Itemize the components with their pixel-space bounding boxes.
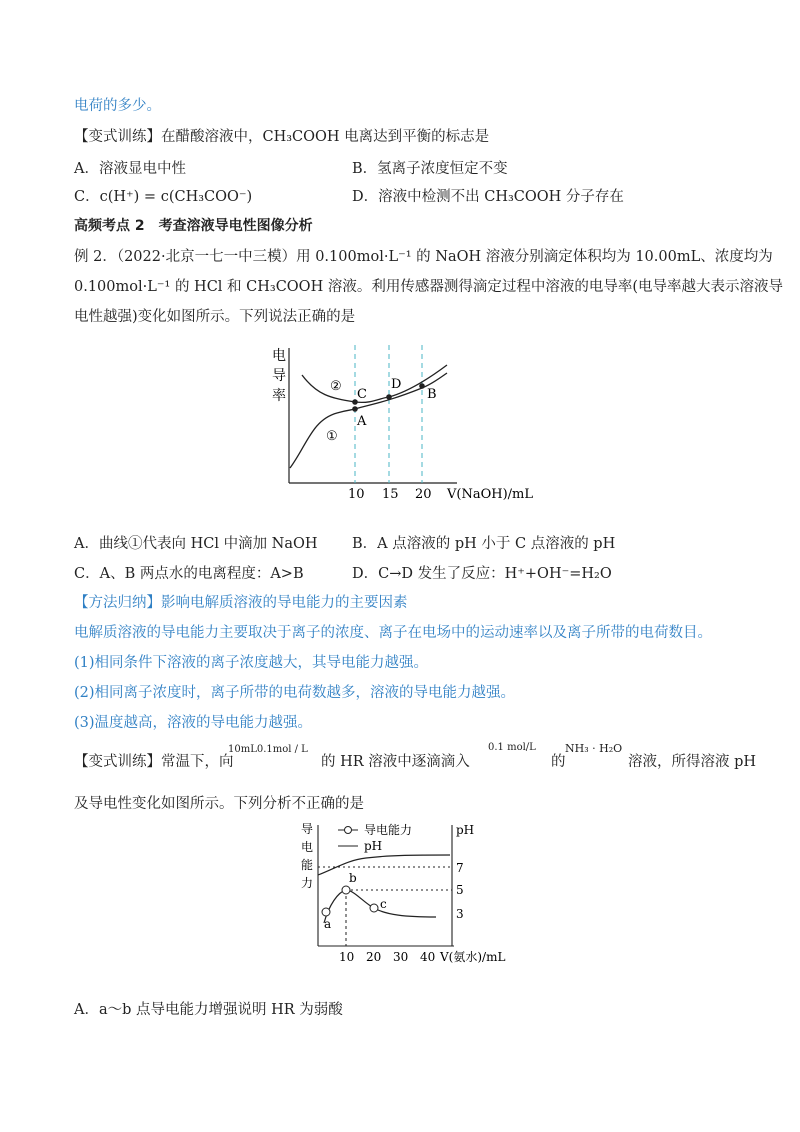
text-line: 【变式训练】常温下，向 xyxy=(74,754,234,770)
point-a xyxy=(322,908,330,916)
legend-conductivity-marker xyxy=(345,827,352,834)
x-tick: 20 xyxy=(366,950,382,964)
text-line: 的 HR 溶液中逐滴滴入 xyxy=(321,754,470,770)
label-c: C xyxy=(357,387,367,402)
concentration-label: 10mL0.1mol / L xyxy=(228,744,308,755)
svg-text:能: 能 xyxy=(301,858,314,872)
option-c: C．A、B 两点水的电离程度：A>B xyxy=(74,566,304,582)
text-line: 【变式训练】在醋酸溶液中，CH₃COOH 电离达到平衡的标志是 xyxy=(74,129,490,145)
label-a: a xyxy=(324,917,332,931)
ph-conductivity-chart xyxy=(296,820,516,966)
text-line: 例 2．（2022·北京一七一中三模）用 0.100mol·L⁻¹ 的 NaOH 溶液分别滴定体积均为 10.00mL、浓度均为 xyxy=(74,249,773,265)
point-b xyxy=(342,886,350,894)
label-a: A xyxy=(357,414,367,429)
option-d: D．C→D 发生了反应：H⁺+OH⁻=H₂O xyxy=(352,566,612,582)
x-axis-label: V(NaOH)/mL xyxy=(447,487,533,502)
method-title: 【方法归纳】影响电解质溶液的导电能力的主要因素 xyxy=(74,595,408,611)
right-y-label: pH xyxy=(456,823,475,837)
text-line: 溶液，所得溶液 pH xyxy=(628,754,757,770)
text-line: 电性越强)变化如图所示。下列说法正确的是 xyxy=(74,309,356,325)
svg-text:力: 力 xyxy=(301,876,314,890)
point-a xyxy=(352,406,358,412)
legend-ph: pH xyxy=(364,839,383,853)
curve-1-label: ① xyxy=(326,429,338,444)
option-c: C．c(H⁺) = c(CH₃COO⁻) xyxy=(74,189,253,205)
text-line: 的 xyxy=(551,754,566,770)
option-a: A．曲线①代表向 HCl 中滴加 NaOH xyxy=(74,536,318,552)
method-text: 电解质溶液的导电能力主要取决于离子的浓度、离子在电场中的运动速率以及离子所带的电荷数目。 xyxy=(74,625,712,641)
label-b: B xyxy=(427,387,437,402)
left-y-label xyxy=(301,822,313,890)
y-tick: 5 xyxy=(456,883,464,897)
x-tick: 20 xyxy=(415,487,432,502)
method-point: (2)相同离子浓度时，离子所带的电荷数越多，溶液的导电能力越强。 xyxy=(74,685,516,701)
legend-conductivity: 导电能力 xyxy=(364,823,413,837)
option-b: B．A 点溶液的 pH 小于 C 点溶液的 pH xyxy=(352,536,616,552)
text-line: 电荷的多少。 xyxy=(74,98,161,114)
y-tick: 7 xyxy=(456,861,464,875)
svg-text:导: 导 xyxy=(301,822,314,836)
x-tick: 10 xyxy=(348,487,365,502)
point-d xyxy=(386,394,392,400)
text-line: 0.100mol·L⁻¹ 的 HCl 和 CH₃COOH 溶液。利用传感器测得滴定过程中溶液的电导率(电导率越大表示溶液导 xyxy=(74,279,783,295)
y-axis-label xyxy=(272,347,286,404)
svg-text:电: 电 xyxy=(272,348,286,364)
method-point: (1)相同条件下溶液的离子浓度越大，其导电能力越强。 xyxy=(74,655,429,671)
x-tick: 40 xyxy=(420,950,436,964)
option-b: B．氢离子浓度恒定不变 xyxy=(352,161,508,177)
svg-text:率: 率 xyxy=(272,388,286,404)
label-b: b xyxy=(349,871,357,885)
section-heading: 高频考点 2 考查溶液导电性图像分析 xyxy=(74,218,313,234)
label-c: c xyxy=(380,897,387,911)
option-d: D．溶液中检测不出 CH₃COOH 分子存在 xyxy=(352,189,624,205)
method-point: (3)温度越高，溶液的导电能力越强。 xyxy=(74,715,313,731)
ph-curve xyxy=(318,855,450,875)
text-line: 及导电性变化如图所示。下列分析不正确的是 xyxy=(74,796,364,812)
point-c xyxy=(370,904,378,912)
label-d: D xyxy=(391,377,402,392)
x-tick: 15 xyxy=(382,487,399,502)
y-tick: 3 xyxy=(456,907,464,921)
x-axis-label: V(氨水)/mL xyxy=(440,950,506,964)
option-a: A．溶液显电中性 xyxy=(74,161,186,177)
conductivity-chart xyxy=(262,340,542,505)
curve-2 xyxy=(302,365,447,402)
svg-text:导: 导 xyxy=(272,368,286,384)
point-b xyxy=(419,383,425,389)
option-a: A．a～b 点导电能力增强说明 HR 为弱酸 xyxy=(74,1002,343,1018)
curve-2-label: ② xyxy=(330,379,342,394)
x-tick: 10 xyxy=(339,950,355,964)
svg-text:电: 电 xyxy=(301,840,314,854)
formula-label: NH₃ · H₂O xyxy=(565,742,623,755)
x-tick: 30 xyxy=(393,950,409,964)
concentration-label: 0.1 mol/L xyxy=(488,742,536,753)
